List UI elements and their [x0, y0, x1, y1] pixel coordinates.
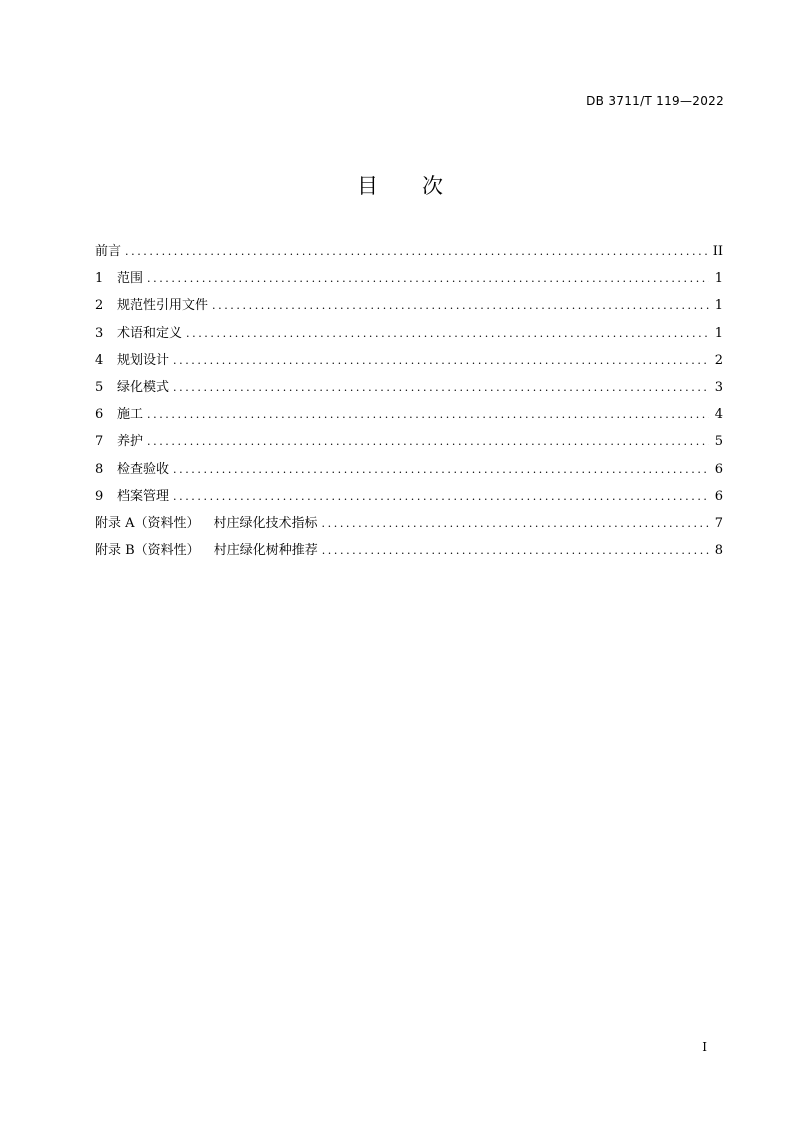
toc-entry-page: 7 [714, 515, 723, 531]
toc-entry-label: 范围 [117, 271, 144, 287]
toc-entry-greening-modes[interactable] [95, 378, 723, 405]
toc-entry-construction[interactable] [95, 405, 723, 432]
toc-entry-page: 1 [714, 325, 723, 341]
document-code: DB 3711/T 119—2022 [586, 94, 724, 108]
toc-entry-page: 2 [714, 352, 723, 368]
page-number: I [702, 1040, 707, 1054]
toc-leader-dots [322, 514, 709, 534]
page-title [0, 170, 800, 200]
toc-leader-dots [186, 324, 709, 344]
toc-entry-inspection-acceptance[interactable] [95, 460, 723, 487]
toc-entry-page: II [712, 244, 723, 259]
toc-entry-label: 养护 [117, 434, 144, 450]
toc-entry-label: 术语和定义 [117, 325, 183, 341]
toc-entry-label: 档案管理 [117, 488, 170, 504]
toc-entry-archive-management[interactable] [95, 487, 723, 514]
toc-entry-scope[interactable] [95, 269, 723, 296]
toc-entry-appendix-b[interactable] [95, 541, 723, 568]
toc-leader-dots [173, 460, 709, 480]
toc-leader-dots [173, 351, 709, 371]
toc-appendix-gap [200, 541, 214, 561]
toc-entry-planning-design[interactable] [95, 351, 723, 378]
toc-leader-dots [147, 432, 709, 452]
toc-appendix-gap [200, 514, 214, 534]
toc-entry-label: 规范性引用文件 [117, 298, 209, 314]
toc-entry-page: 1 [714, 298, 723, 314]
toc-entry-appendix-a[interactable] [95, 514, 723, 541]
toc-entry-label: 检查验收 [117, 461, 170, 477]
toc-leader-dots [125, 242, 709, 262]
toc-leader-dots [147, 269, 709, 289]
toc-entry-page: 5 [714, 434, 723, 450]
toc-entry-number: 8 [95, 461, 104, 477]
toc-entry-label: 施工 [117, 407, 144, 423]
toc-leader-dots [173, 487, 709, 507]
toc-entry-label: 前言 [95, 244, 122, 259]
toc-entry-page: 4 [714, 407, 723, 423]
toc-entry-label: 绿化模式 [117, 379, 170, 395]
toc-entry-page: 3 [714, 379, 723, 395]
toc-entry-foreword[interactable] [95, 242, 723, 269]
toc-entry-label: 村庄绿化技术指标 [213, 515, 318, 531]
toc-entry-number: 1 [95, 271, 104, 287]
toc-entry-page: 8 [714, 543, 723, 559]
toc-leader-dots [212, 296, 709, 316]
page-title-char-1: 目 [357, 174, 378, 198]
toc-entry-page: 6 [714, 461, 723, 477]
toc-entry-label: 规划设计 [117, 352, 170, 368]
toc-entry-normative-references[interactable] [95, 296, 723, 323]
toc-appendix-prefix: 附录 B（资料性） [95, 543, 200, 559]
toc-leader-dots [322, 541, 709, 561]
toc-entry-label: 村庄绿化树种推荐 [213, 543, 318, 559]
toc-leader-dots [147, 405, 709, 425]
toc-entry-number: 3 [95, 325, 104, 341]
table-of-contents [95, 242, 723, 568]
toc-entry-number: 6 [95, 407, 104, 423]
toc-entry-page: 1 [714, 271, 723, 287]
toc-entry-number: 7 [95, 434, 104, 450]
toc-leader-dots [173, 378, 709, 398]
toc-entry-number: 9 [95, 488, 104, 504]
toc-entry-number: 2 [95, 298, 104, 314]
page-title-char-2: 次 [422, 174, 443, 198]
toc-entry-number: 5 [95, 379, 104, 395]
toc-entry-maintenance[interactable] [95, 432, 723, 459]
toc-entry-terms-definitions[interactable] [95, 324, 723, 351]
toc-entry-number: 4 [95, 352, 104, 368]
toc-appendix-prefix: 附录 A（资料性） [95, 515, 200, 531]
toc-entry-page: 6 [714, 488, 723, 504]
